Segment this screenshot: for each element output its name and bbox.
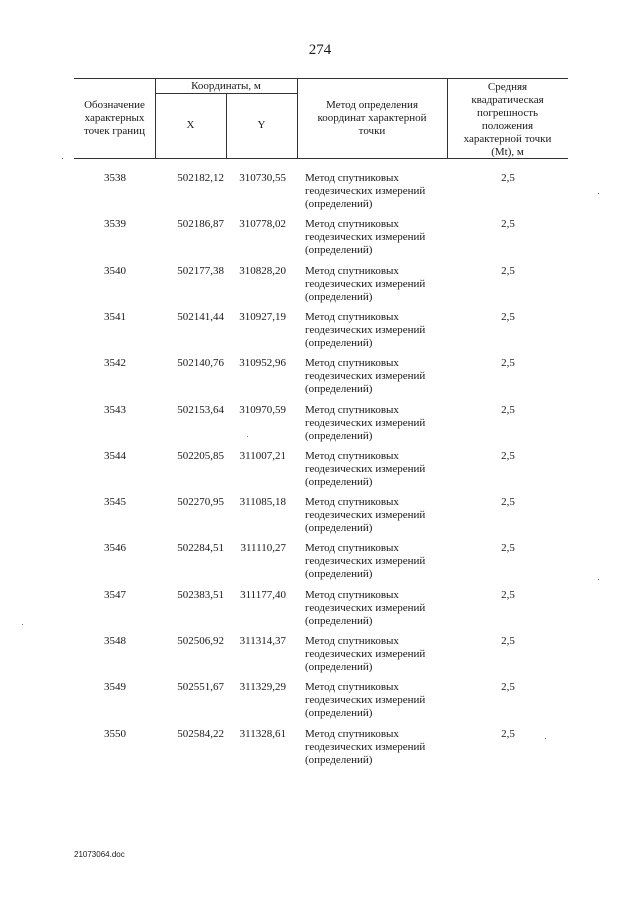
method-line: Метод спутниковых xyxy=(305,310,399,323)
mean-error: 2,5 xyxy=(501,542,515,555)
scan-speck xyxy=(247,436,248,437)
point-id: 3540 xyxy=(104,264,126,277)
coord-x: 502205,85 xyxy=(177,449,224,462)
mean-error: 2,5 xyxy=(501,681,515,694)
method-line: (определений) xyxy=(305,753,373,766)
coord-y: 311110,27 xyxy=(240,542,286,555)
scan-speck xyxy=(22,624,23,625)
table-row xyxy=(0,265,640,311)
method-text xyxy=(305,681,450,720)
point-id: 3543 xyxy=(104,403,126,416)
mean-error: 2,5 xyxy=(501,588,515,601)
header-method-line: точки xyxy=(358,125,386,137)
mean-error: 2,5 xyxy=(501,403,515,416)
method-line: (определений) xyxy=(305,336,373,349)
table-row xyxy=(0,728,640,774)
header-error xyxy=(447,81,568,159)
point-id: 3549 xyxy=(104,681,126,694)
coord-x: 502383,51 xyxy=(177,588,224,601)
method-line: (определений) xyxy=(305,522,373,535)
header-error-line: (Mt), м xyxy=(491,146,524,158)
table-row xyxy=(0,404,640,450)
method-line: Метод спутниковых xyxy=(305,496,399,509)
header-method-line: координат характерной xyxy=(317,112,427,124)
method-line: (определений) xyxy=(305,290,373,303)
method-text xyxy=(305,311,450,350)
method-line: геодезических измерений xyxy=(305,231,426,244)
method-line: Метод спутниковых xyxy=(305,357,399,370)
method-line: геодезических измерений xyxy=(305,694,426,707)
method-line: геодезических измерений xyxy=(305,277,426,290)
point-id: 3548 xyxy=(104,635,126,647)
scan-speck xyxy=(62,158,63,159)
point-id: 3542 xyxy=(104,357,126,370)
table-row xyxy=(0,681,640,727)
method-text xyxy=(305,496,450,535)
mean-error: 2,5 xyxy=(501,727,515,740)
method-line: геодезических измерений xyxy=(305,462,426,475)
method-line: (определений) xyxy=(305,568,373,581)
point-id: 3541 xyxy=(104,310,126,323)
coord-y: 310927,19 xyxy=(239,310,286,323)
coord-x: 502284,51 xyxy=(177,542,224,555)
scan-speck xyxy=(545,738,546,739)
coord-x: 502141,44 xyxy=(177,310,224,323)
header-error-line: характерной точки xyxy=(463,133,552,145)
coord-x: 502551,67 xyxy=(177,681,224,694)
coord-x: 502153,64 xyxy=(177,403,224,416)
header-point-line: Обозначение xyxy=(84,99,145,111)
coord-y: 311085,18 xyxy=(239,496,286,509)
method-line: (определений) xyxy=(305,475,373,488)
method-text xyxy=(305,265,450,304)
method-line: геодезических измерений xyxy=(305,185,426,197)
point-id: 3546 xyxy=(104,542,126,555)
header-method xyxy=(297,99,447,138)
table-row xyxy=(0,172,640,218)
mean-error: 2,5 xyxy=(501,449,515,462)
method-line: Метод спутниковых xyxy=(305,403,399,416)
point-id: 3544 xyxy=(104,449,126,462)
header-error-line: положения xyxy=(481,120,534,132)
header-y: Y xyxy=(257,119,266,131)
coord-y: 310828,20 xyxy=(239,264,286,277)
table-row xyxy=(0,450,640,496)
table-row xyxy=(0,357,640,403)
scan-speck xyxy=(598,193,599,194)
document-filename: 21073064.doc xyxy=(74,850,125,859)
method-line: геодезических измерений xyxy=(305,601,426,614)
table-row xyxy=(0,542,640,588)
mean-error: 2,5 xyxy=(501,218,515,231)
coord-y: 311329,29 xyxy=(239,681,286,694)
header-coordinates: Координаты, м xyxy=(191,80,261,92)
method-line: геодезических измерений xyxy=(305,555,426,568)
method-text xyxy=(305,542,450,581)
table-row xyxy=(0,635,640,681)
method-text xyxy=(305,218,450,257)
method-line: (определений) xyxy=(305,707,373,720)
header-error-line: квадратическая xyxy=(471,94,544,106)
mean-error: 2,5 xyxy=(501,264,515,277)
mean-error: 2,5 xyxy=(501,310,515,323)
point-id: 3539 xyxy=(104,218,126,231)
mean-error: 2,5 xyxy=(501,172,515,184)
mean-error: 2,5 xyxy=(501,357,515,370)
method-line: Метод спутниковых xyxy=(305,449,399,462)
table-row xyxy=(0,589,640,635)
coord-y: 311007,21 xyxy=(239,449,286,462)
method-line: Метод спутниковых xyxy=(305,635,399,647)
method-line: Метод спутниковых xyxy=(305,264,399,277)
method-text xyxy=(305,404,450,443)
method-line: геодезических измерений xyxy=(305,323,426,336)
coord-x: 502177,38 xyxy=(177,264,224,277)
method-text xyxy=(305,357,450,396)
method-line: Метод спутниковых xyxy=(305,588,399,601)
header-point-line: характерных xyxy=(84,112,145,124)
coord-y: 311314,37 xyxy=(239,635,286,647)
method-text xyxy=(305,172,450,211)
coord-x: 502270,95 xyxy=(177,496,224,509)
page-number: 274 xyxy=(308,42,332,58)
table-row xyxy=(0,496,640,542)
coord-y: 310952,96 xyxy=(239,357,286,370)
point-id: 3545 xyxy=(104,496,126,509)
method-line: Метод спутниковых xyxy=(305,172,399,184)
method-text xyxy=(305,589,450,628)
method-line: Метод спутниковых xyxy=(305,542,399,555)
method-line: (определений) xyxy=(305,429,373,442)
mean-error: 2,5 xyxy=(501,635,515,647)
point-id: 3547 xyxy=(104,588,126,601)
coord-y: 311328,61 xyxy=(239,727,286,740)
method-line: геодезических измерений xyxy=(305,509,426,522)
coord-x: 502584,22 xyxy=(177,727,224,740)
method-line: Метод спутниковых xyxy=(305,727,399,740)
method-line: геодезических измерений xyxy=(305,370,426,383)
coord-x: 502506,92 xyxy=(177,635,224,647)
point-id: 3550 xyxy=(104,727,126,740)
method-line: (определений) xyxy=(305,661,373,673)
method-text xyxy=(305,635,450,674)
method-text xyxy=(305,450,450,489)
scan-speck xyxy=(598,579,599,580)
coord-x: 502140,76 xyxy=(177,357,224,370)
header-point-line: точек границ xyxy=(84,125,145,137)
header-top-rule xyxy=(74,78,568,79)
coord-x: 502182,12 xyxy=(177,172,224,184)
header-method-line: Метод определения xyxy=(325,99,419,111)
table-row xyxy=(0,311,640,357)
header-error-line: погрешность xyxy=(476,107,539,119)
coord-y: 310778,02 xyxy=(239,218,286,231)
method-line: (определений) xyxy=(305,244,373,257)
coord-y: 310970,59 xyxy=(239,403,286,416)
method-line: геодезических измерений xyxy=(305,416,426,429)
method-line: (определений) xyxy=(305,614,373,627)
point-id: 3538 xyxy=(104,172,126,184)
header-error-line: Средняя xyxy=(487,81,528,93)
method-line: (определений) xyxy=(305,198,373,210)
method-text xyxy=(305,728,450,767)
method-line: геодезических измерений xyxy=(305,740,426,753)
table-row xyxy=(0,218,640,264)
coord-y: 310730,55 xyxy=(239,172,286,184)
method-line: геодезических измерений xyxy=(305,648,426,660)
coord-x: 502186,87 xyxy=(177,218,224,231)
method-line: (определений) xyxy=(305,383,373,396)
coord-y: 311177,40 xyxy=(240,588,286,601)
method-line: Метод спутниковых xyxy=(305,681,399,694)
mean-error: 2,5 xyxy=(501,496,515,509)
method-line: Метод спутниковых xyxy=(305,218,399,231)
header-point-designation xyxy=(74,99,155,138)
header-x: X xyxy=(186,119,195,131)
